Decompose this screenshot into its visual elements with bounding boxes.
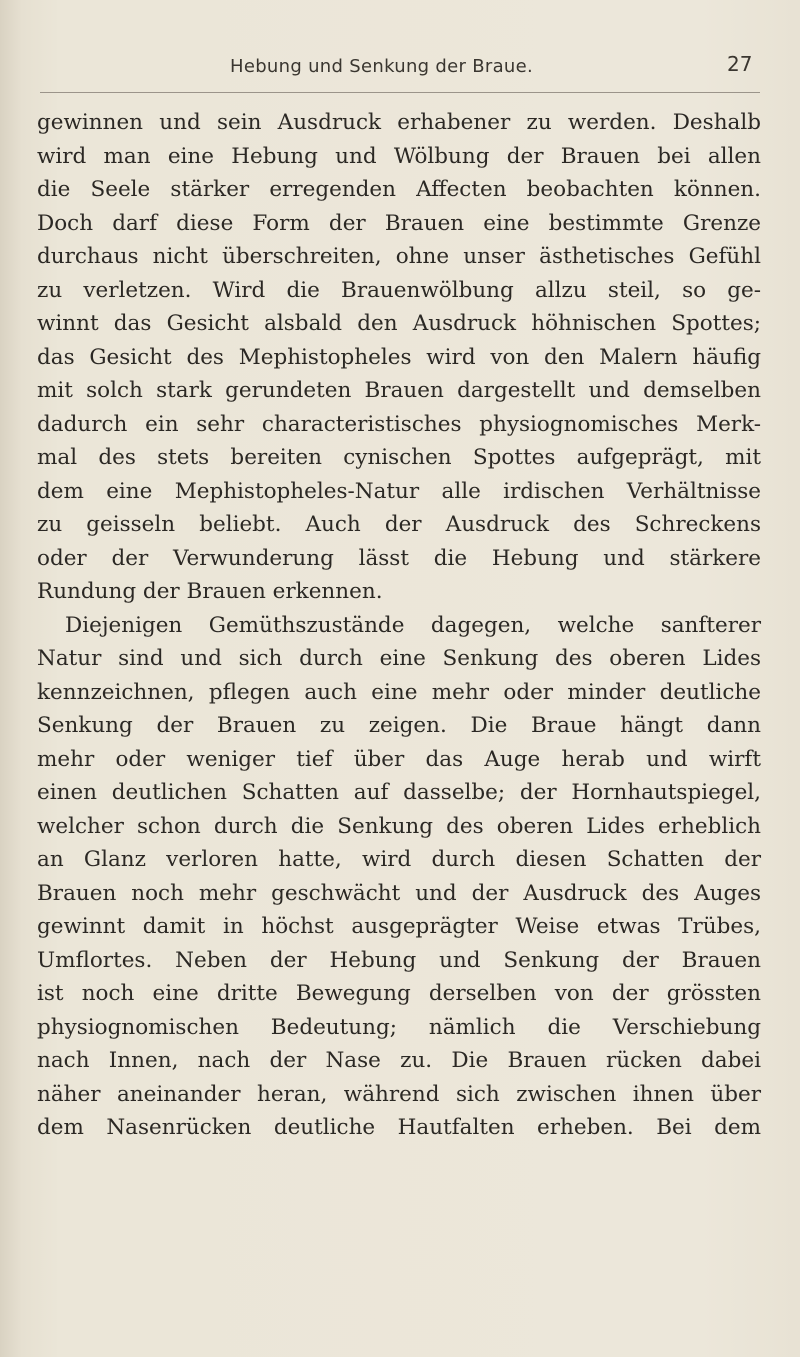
text-line: ist noch eine dritte Bewegung derselben von der grössten	[37, 981, 761, 1006]
text-line: winnt das Gesicht alsbald den Ausdruck höhnischen Spottes;	[37, 311, 761, 336]
text-line: zu geisseln beliebt. Auch der Ausdruck des Schreckens	[37, 512, 761, 537]
text-line: Natur sind und sich durch eine Senkung des oberen Lides	[37, 646, 761, 671]
text-line: physiognomischen Bedeutung; nämlich die Verschiebung	[37, 1014, 761, 1040]
page-number: 27	[727, 52, 753, 76]
text-line: nach Innen, nach der Nase zu. Die Brauen rücken dabei	[37, 1048, 761, 1073]
text-line: mehr oder weniger tief über das Auge herab und wirft	[37, 746, 761, 772]
text-line: kennzeichnen, pflegen auch eine mehr oder minder deutliche	[37, 679, 761, 705]
text-line: Senkung der Brauen zu zeigen. Die Braue hängt dann	[37, 713, 761, 738]
text-line: dem eine Mephistopheles-Natur alle irdischen Verhältnisse	[37, 478, 761, 504]
text-line: an Glanz verloren hatte, wird durch diesen Schatten der	[37, 847, 761, 872]
text-line: Diejenigen Gemüthszustände dagegen, welche sanfterer	[65, 612, 761, 638]
body-text	[37, 106, 761, 1145]
text-line: einen deutlichen Schatten auf dasselbe; der Hornhautspiegel,	[37, 780, 761, 805]
text-line: näher aneinander heran, während sich zwischen ihnen über	[37, 1081, 761, 1107]
text-line: dadurch ein sehr characteristisches physiognomisches Merk-	[37, 411, 761, 437]
page-header	[0, 52, 800, 86]
text-line: zu verletzen. Wird die Brauenwölbung allzu steil, so ge-	[37, 277, 761, 303]
text-line: oder der Verwunderung lässt die Hebung und stärkere	[37, 545, 761, 571]
text-line: Doch darf diese Form der Brauen eine bestimmte Grenze	[37, 210, 761, 236]
text-line: gewinnen und sein Ausdruck erhabener zu werden. Deshalb	[37, 110, 761, 135]
text-line: Rundung der Brauen erkennen.	[37, 579, 383, 604]
text-line: durchaus nicht überschreiten, ohne unser ästhetisches Gefühl	[37, 244, 761, 269]
text-line: das Gesicht des Mephistopheles wird von den Malern häufig	[37, 344, 761, 370]
text-line: mit solch stark gerundeten Brauen dargestellt und demselben	[37, 378, 761, 403]
text-line: gewinnt damit in höchst ausgeprägter Weise etwas Trübes,	[37, 914, 761, 939]
text-line: dem Nasenrücken deutliche Hautfalten erheben. Bei dem	[37, 1115, 761, 1140]
text-line: Umflortes. Neben der Hebung und Senkung der Brauen	[37, 947, 761, 973]
text-line: mal des stets bereiten cynischen Spottes aufgeprägt, mit	[37, 445, 761, 470]
text-line: welcher schon durch die Senkung des oberen Lides erheblich	[37, 813, 761, 839]
text-line: Brauen noch mehr geschwächt und der Ausdruck des Auges	[37, 880, 761, 906]
text-line: die Seele stärker erregenden Affecten beobachten können.	[37, 177, 761, 202]
text-line: wird man eine Hebung und Wölbung der Brauen bei allen	[37, 143, 761, 169]
header-rule	[40, 92, 760, 93]
running-title: Hebung und Senkung der Braue.	[230, 56, 534, 77]
